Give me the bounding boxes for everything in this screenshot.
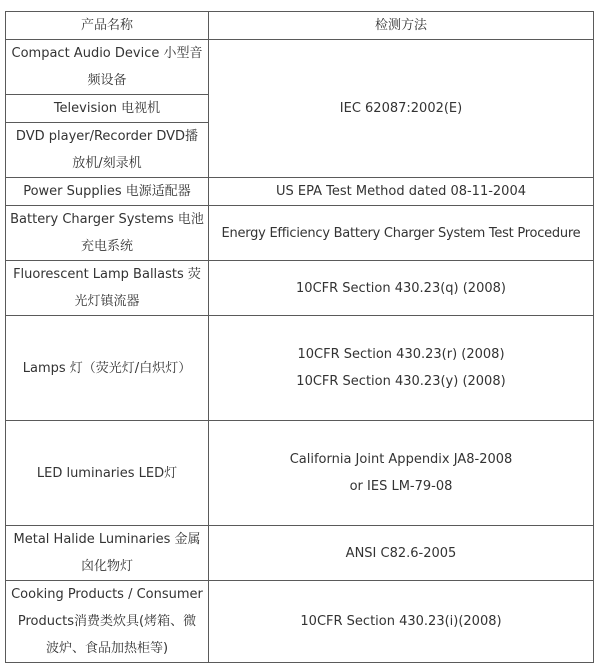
product-cell: [6, 123, 209, 178]
product-line: Fluorescent Lamp Ballasts 荧: [13, 267, 201, 282]
table-row: [6, 581, 594, 663]
method-line: California Joint Appendix JA8-2008: [289, 452, 513, 467]
method-line: 10CFR Section 430.23(y) (2008): [296, 374, 506, 389]
product-cell: [6, 178, 209, 206]
method-cell-merged: [209, 40, 594, 178]
method-cell: [209, 581, 594, 663]
method-line: 10CFR Section 430.23(q) (2008): [296, 280, 506, 296]
test-methods-table: [5, 11, 594, 663]
method-cell: [209, 206, 594, 261]
product-cell: [6, 526, 209, 581]
product-line: DVD player/Recorder DVD播: [15, 129, 199, 144]
table-row: [6, 206, 594, 261]
product-cell: [6, 95, 209, 123]
product-line: Power Supplies 电源适配器: [23, 184, 191, 199]
product-line: LED luminaries LED灯: [36, 465, 178, 481]
header-test-method: 检测方法: [209, 12, 594, 40]
method-line: ANSI C82.6-2005: [345, 545, 457, 561]
method-line: Energy Efficiency Battery Charger System Test Procedure: [221, 225, 581, 241]
product-cell: [6, 206, 209, 261]
product-line: Battery Charger Systems 电池: [10, 212, 204, 227]
header-product-name: 产品名称: [6, 12, 209, 40]
method-cell: [209, 526, 594, 581]
table-row: [6, 526, 594, 581]
method-cell: [209, 261, 594, 316]
product-line: Compact Audio Device 小型音: [11, 46, 203, 61]
product-cell: [6, 421, 209, 526]
product-line: Cooking Products / Consumer: [11, 587, 203, 602]
table-row: [6, 178, 594, 206]
method-line: 10CFR Section 430.23(r) (2008): [297, 347, 505, 362]
product-line: Television 电视机: [53, 101, 161, 116]
product-line: Metal Halide Luminaries 金属: [13, 532, 201, 547]
product-cell: [6, 261, 209, 316]
method-cell: [209, 421, 594, 526]
method-line: or IES LM-79-08: [349, 479, 453, 494]
product-line: 囟化物灯: [80, 559, 133, 574]
product-line: 充电系统: [80, 239, 133, 254]
product-cell: [6, 581, 209, 663]
product-line: 波炉、食品加热柜等): [45, 641, 169, 656]
product-cell: [6, 316, 209, 421]
table-row: [6, 40, 594, 95]
method-line: IEC 62087:2002(E): [339, 101, 463, 116]
product-line: 频设备: [87, 73, 127, 88]
product-line: 放机/刻录机: [72, 156, 142, 171]
method-cell: [209, 178, 594, 206]
table-row: [6, 316, 594, 421]
method-cell: [209, 316, 594, 421]
table-row: [6, 261, 594, 316]
method-line: US EPA Test Method dated 08-11-2004: [275, 184, 526, 199]
method-line: 10CFR Section 430.23(i)(2008): [300, 614, 502, 629]
table-header-row: [6, 12, 594, 40]
product-cell: [6, 40, 209, 95]
product-line: 光灯镇流器: [74, 294, 140, 309]
product-line: Products消费类炊具(烤箱、微: [17, 614, 197, 629]
product-line: Lamps 灯（荧光灯/白炽灯）: [22, 360, 192, 376]
table-row: [6, 421, 594, 526]
